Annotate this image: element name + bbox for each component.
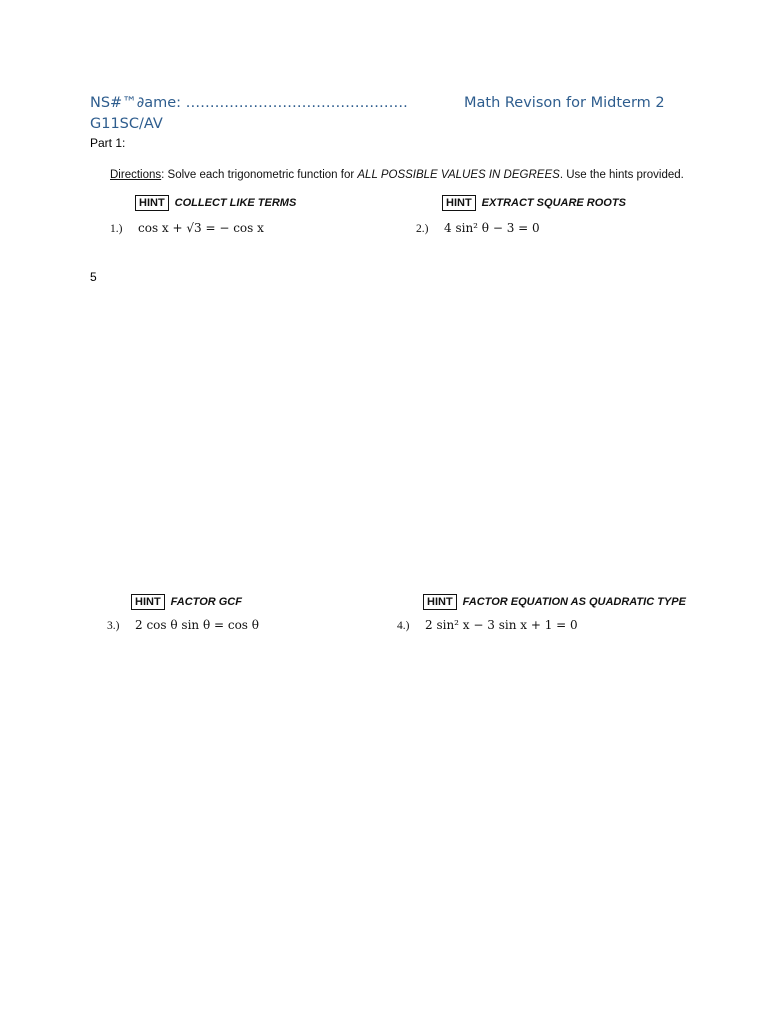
- problem-4: [397, 618, 578, 632]
- problem-equation: 2 cos θ sin θ = cos θ: [135, 618, 259, 632]
- class-code: G11SC/AV: [90, 116, 163, 132]
- hint-badge: HINT: [442, 195, 476, 211]
- hint-problem-2: [442, 195, 626, 211]
- hint-badge: HINT: [135, 195, 169, 211]
- problem-3: [107, 618, 259, 632]
- directions-label: Directions: [110, 169, 162, 181]
- problem-equation: 4 sin² θ − 3 = 0: [444, 221, 540, 235]
- problem-number: 4.): [397, 620, 410, 632]
- hint-text: EXTRACT SQUARE ROOTS: [481, 197, 626, 209]
- problem-1: [110, 221, 264, 235]
- problem-equation: cos x + √3 = − cos x: [138, 221, 264, 235]
- directions-emphasis: ALL POSSIBLE VALUES IN DEGREES: [357, 169, 560, 181]
- hint-problem-3: [131, 594, 242, 610]
- directions-text-a: : Solve each trigonometric function for: [161, 169, 358, 181]
- name-line: NS#™∂ame: ……………………………………….: [90, 95, 408, 111]
- problem-equation: 2 sin² x − 3 sin x + 1 = 0: [425, 618, 578, 632]
- document-title: Math Revison for Midterm 2: [464, 95, 665, 111]
- directions: [110, 169, 684, 181]
- hint-badge: HINT: [131, 594, 165, 610]
- problem-number: 1.): [110, 223, 123, 235]
- problem-number: 3.): [107, 620, 120, 632]
- hint-text: FACTOR EQUATION AS QUADRATIC TYPE: [462, 596, 686, 608]
- hint-problem-1: [135, 195, 296, 211]
- hint-problem-4: [423, 594, 686, 610]
- problem-number: 2.): [416, 223, 429, 235]
- hint-text: COLLECT LIKE TERMS: [174, 197, 297, 209]
- problem-2: [416, 221, 540, 235]
- part-label: Part 1:: [90, 136, 126, 150]
- directions-text-b: . Use the hints provided.: [559, 169, 684, 181]
- hint-badge: HINT: [423, 594, 457, 610]
- page-number: 5: [90, 270, 97, 284]
- hint-text: FACTOR GCF: [170, 596, 242, 608]
